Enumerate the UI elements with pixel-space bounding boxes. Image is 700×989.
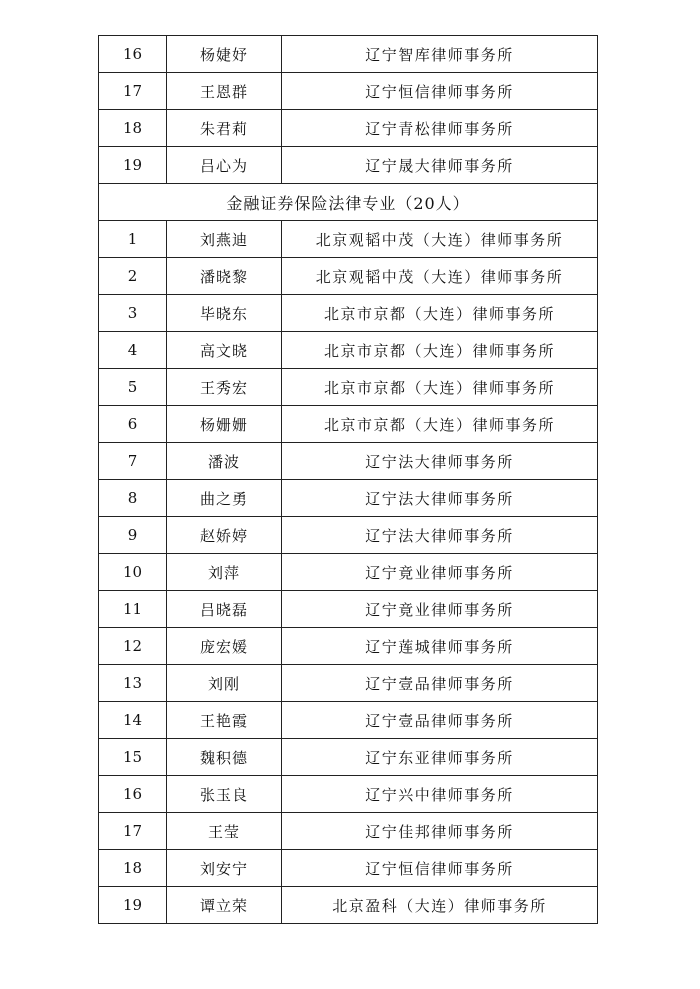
row-number: 16 [99,36,167,73]
row-number: 19 [99,887,167,924]
lawyer-list-table [98,35,598,924]
law-firm: 北京市京都（大连）律师事务所 [282,406,598,443]
row-number: 7 [99,443,167,480]
row-number: 6 [99,406,167,443]
row-number: 18 [99,850,167,887]
table-row [99,813,598,850]
row-number: 17 [99,813,167,850]
law-firm: 辽宁智库律师事务所 [282,36,598,73]
lawyer-name: 刘安宁 [167,850,282,887]
law-firm: 辽宁竟业律师事务所 [282,591,598,628]
table-body [99,36,598,924]
row-number: 15 [99,739,167,776]
lawyer-name: 高文晓 [167,332,282,369]
law-firm: 北京市京都（大连）律师事务所 [282,295,598,332]
law-firm: 辽宁恒信律师事务所 [282,850,598,887]
law-firm: 北京盈科（大连）律师事务所 [282,887,598,924]
row-number: 19 [99,147,167,184]
table-row [99,517,598,554]
lawyer-name: 刘燕迪 [167,221,282,258]
row-number: 17 [99,73,167,110]
row-number: 8 [99,480,167,517]
row-number: 13 [99,665,167,702]
lawyer-name: 张玉良 [167,776,282,813]
law-firm: 辽宁竟业律师事务所 [282,554,598,591]
table-row [99,739,598,776]
law-firm: 北京观韬中茂（大连）律师事务所 [282,221,598,258]
row-number: 18 [99,110,167,147]
lawyer-name: 潘波 [167,443,282,480]
law-firm: 辽宁法大律师事务所 [282,480,598,517]
law-firm: 辽宁兴中律师事务所 [282,776,598,813]
lawyer-name: 魏积德 [167,739,282,776]
lawyer-name: 潘晓黎 [167,258,282,295]
law-firm: 辽宁法大律师事务所 [282,443,598,480]
table-row [99,406,598,443]
table-row [99,110,598,147]
lawyer-name: 赵娇婷 [167,517,282,554]
lawyer-name: 曲之勇 [167,480,282,517]
row-number: 12 [99,628,167,665]
table-row [99,147,598,184]
table-row [99,554,598,591]
law-firm: 辽宁莲城律师事务所 [282,628,598,665]
law-firm: 北京市京都（大连）律师事务所 [282,369,598,406]
row-number: 4 [99,332,167,369]
row-number: 3 [99,295,167,332]
table-row [99,258,598,295]
lawyer-name: 王秀宏 [167,369,282,406]
lawyer-name: 王莹 [167,813,282,850]
lawyer-name: 杨姗姗 [167,406,282,443]
table-row [99,295,598,332]
table-row [99,591,598,628]
table-row [99,702,598,739]
table-row [99,332,598,369]
law-firm: 辽宁壹品律师事务所 [282,702,598,739]
law-firm: 辽宁晟大律师事务所 [282,147,598,184]
law-firm: 北京市京都（大连）律师事务所 [282,332,598,369]
law-firm: 辽宁壹品律师事务所 [282,665,598,702]
row-number: 2 [99,258,167,295]
lawyer-name: 吕晓磊 [167,591,282,628]
law-firm: 辽宁东亚律师事务所 [282,739,598,776]
lawyer-name: 毕晓东 [167,295,282,332]
lawyer-name: 王恩群 [167,73,282,110]
law-firm: 辽宁法大律师事务所 [282,517,598,554]
table-row [99,480,598,517]
lawyer-name: 庞宏媛 [167,628,282,665]
table-row [99,887,598,924]
law-firm: 辽宁青松律师事务所 [282,110,598,147]
law-firm: 辽宁佳邦律师事务所 [282,813,598,850]
table-row [99,665,598,702]
lawyer-name: 谭立荣 [167,887,282,924]
lawyer-name: 杨婕妤 [167,36,282,73]
table-row [99,443,598,480]
table-row [99,73,598,110]
table-row [99,628,598,665]
row-number: 1 [99,221,167,258]
table-row [99,776,598,813]
lawyer-name: 王艳霞 [167,702,282,739]
lawyer-name: 朱君莉 [167,110,282,147]
row-number: 9 [99,517,167,554]
row-number: 16 [99,776,167,813]
row-number: 11 [99,591,167,628]
row-number: 5 [99,369,167,406]
table-row [99,369,598,406]
lawyer-name: 吕心为 [167,147,282,184]
table-row [99,850,598,887]
law-firm: 北京观韬中茂（大连）律师事务所 [282,258,598,295]
table-row [99,36,598,73]
lawyer-name: 刘刚 [167,665,282,702]
lawyer-name: 刘萍 [167,554,282,591]
table-row [99,221,598,258]
law-firm: 辽宁恒信律师事务所 [282,73,598,110]
section-title: 金融证券保险法律专业（20人） [99,184,598,221]
section-header-row [99,184,598,221]
row-number: 10 [99,554,167,591]
row-number: 14 [99,702,167,739]
